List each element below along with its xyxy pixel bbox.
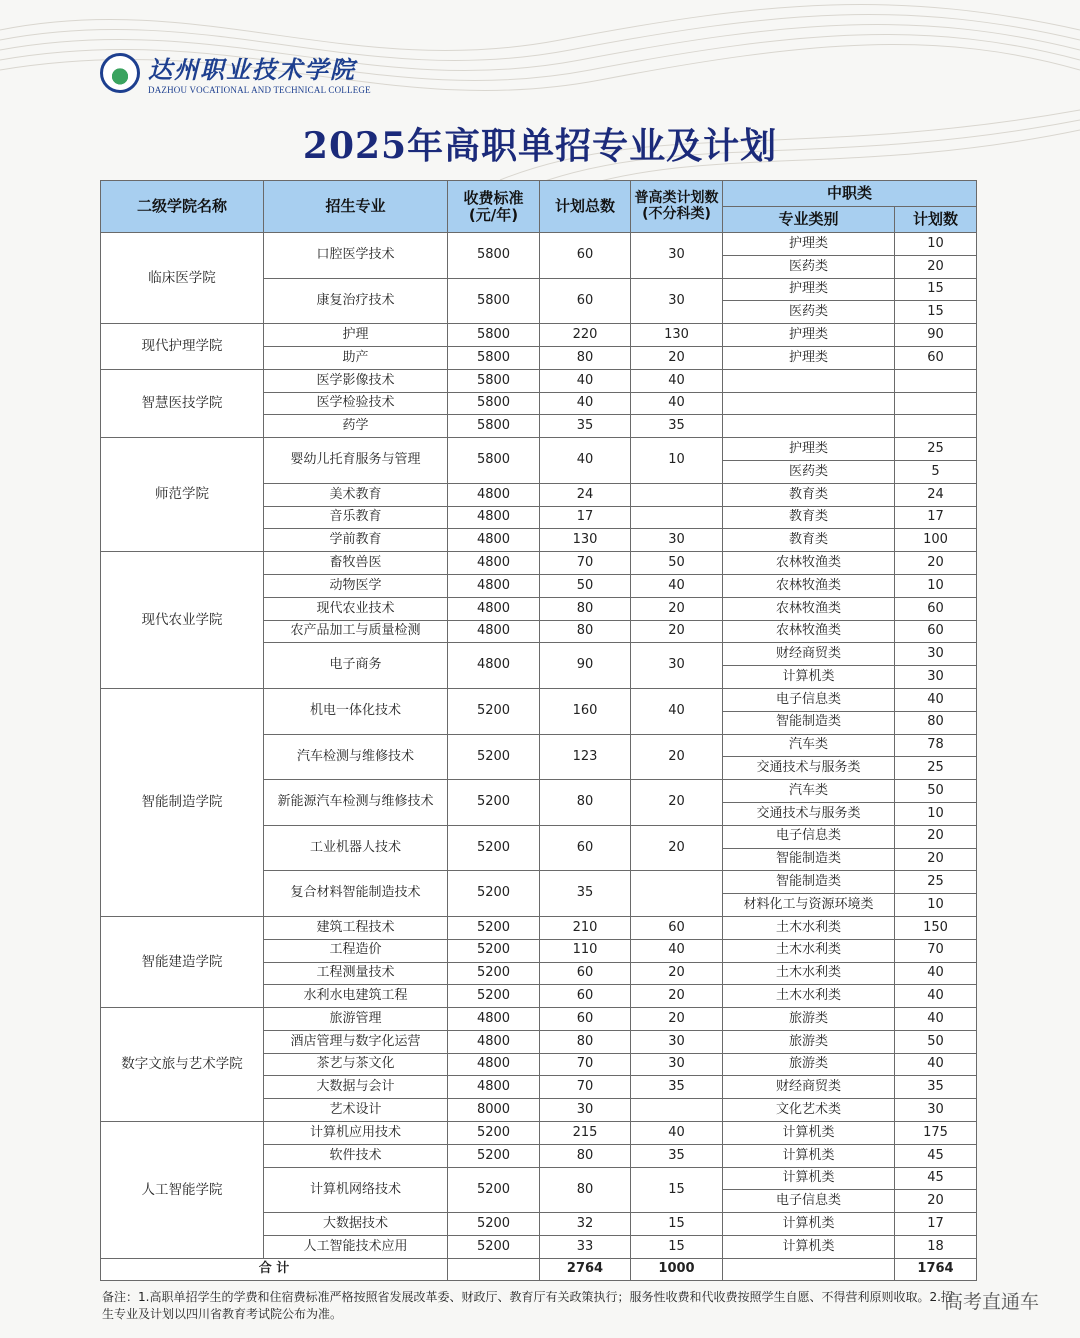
table-row bbox=[101, 1008, 977, 1031]
voc-category: 护理类 bbox=[723, 233, 895, 256]
header-total-plan: 计划总数 bbox=[540, 181, 631, 233]
voc-plan: 60 bbox=[895, 597, 977, 620]
school-logo bbox=[100, 50, 371, 95]
major-fee: 5200 bbox=[448, 1144, 540, 1167]
major-total: 215 bbox=[540, 1122, 631, 1145]
voc-category: 电子信息类 bbox=[723, 1190, 895, 1213]
major-total: 220 bbox=[540, 324, 631, 347]
major-fee: 5200 bbox=[448, 962, 540, 985]
major-fee: 4800 bbox=[448, 1008, 540, 1031]
major-general: 30 bbox=[631, 1030, 723, 1053]
major-fee: 5200 bbox=[448, 734, 540, 780]
major-total: 35 bbox=[540, 415, 631, 438]
major-general: 20 bbox=[631, 597, 723, 620]
major-fee: 4800 bbox=[448, 552, 540, 575]
major-general: 15 bbox=[631, 1213, 723, 1236]
table-row bbox=[101, 324, 977, 347]
header-college: 二级学院名称 bbox=[101, 181, 264, 233]
major-total: 80 bbox=[540, 346, 631, 369]
voc-category: 旅游类 bbox=[723, 1008, 895, 1031]
major-total: 210 bbox=[540, 916, 631, 939]
voc-plan: 40 bbox=[895, 962, 977, 985]
major-total: 80 bbox=[540, 620, 631, 643]
voc-plan: 150 bbox=[895, 916, 977, 939]
major-general bbox=[631, 1099, 723, 1122]
voc-plan: 20 bbox=[895, 1190, 977, 1213]
major-fee: 5800 bbox=[448, 278, 540, 324]
voc-plan: 25 bbox=[895, 438, 977, 461]
major-fee: 4800 bbox=[448, 1053, 540, 1076]
major-fee: 5200 bbox=[448, 871, 540, 917]
voc-category: 计算机类 bbox=[723, 1213, 895, 1236]
major-total: 40 bbox=[540, 438, 631, 484]
voc-plan: 10 bbox=[895, 802, 977, 825]
voc-category: 计算机类 bbox=[723, 1236, 895, 1259]
major-general: 20 bbox=[631, 346, 723, 369]
enrollment-plan-table bbox=[100, 180, 977, 1281]
major-name: 学前教育 bbox=[264, 529, 448, 552]
major-name: 酒店管理与数字化运营 bbox=[264, 1030, 448, 1053]
table-row bbox=[101, 369, 977, 392]
voc-category bbox=[723, 392, 895, 415]
major-name: 康复治疗技术 bbox=[264, 278, 448, 324]
totals-general: 1000 bbox=[631, 1258, 723, 1280]
major-name: 音乐教育 bbox=[264, 506, 448, 529]
voc-plan: 90 bbox=[895, 324, 977, 347]
major-fee: 5200 bbox=[448, 1167, 540, 1213]
major-total: 60 bbox=[540, 233, 631, 279]
voc-plan: 45 bbox=[895, 1144, 977, 1167]
voc-category: 护理类 bbox=[723, 324, 895, 347]
table-row bbox=[101, 552, 977, 575]
major-total: 80 bbox=[540, 780, 631, 826]
voc-plan bbox=[895, 392, 977, 415]
major-name: 大数据与会计 bbox=[264, 1076, 448, 1099]
major-name: 现代农业技术 bbox=[264, 597, 448, 620]
major-general: 130 bbox=[631, 324, 723, 347]
major-fee: 5200 bbox=[448, 780, 540, 826]
voc-plan bbox=[895, 369, 977, 392]
totals-total: 2764 bbox=[540, 1258, 631, 1280]
major-fee: 5200 bbox=[448, 1213, 540, 1236]
major-fee: 5800 bbox=[448, 324, 540, 347]
voc-plan: 45 bbox=[895, 1167, 977, 1190]
voc-category: 材料化工与资源环境类 bbox=[723, 894, 895, 917]
major-name: 农产品加工与质量检测 bbox=[264, 620, 448, 643]
major-general: 30 bbox=[631, 529, 723, 552]
page-title: 2025年高职单招专业及计划 bbox=[302, 125, 778, 167]
major-total: 35 bbox=[540, 871, 631, 917]
major-fee: 4800 bbox=[448, 597, 540, 620]
major-name: 新能源汽车检测与维修技术 bbox=[264, 780, 448, 826]
major-total: 90 bbox=[540, 643, 631, 689]
major-fee: 4800 bbox=[448, 643, 540, 689]
major-general: 35 bbox=[631, 1076, 723, 1099]
major-general: 30 bbox=[631, 1053, 723, 1076]
voc-category: 计算机类 bbox=[723, 1122, 895, 1145]
voc-category: 财经商贸类 bbox=[723, 643, 895, 666]
voc-plan: 70 bbox=[895, 939, 977, 962]
voc-category: 教育类 bbox=[723, 529, 895, 552]
major-general: 40 bbox=[631, 392, 723, 415]
voc-category: 旅游类 bbox=[723, 1053, 895, 1076]
major-total: 70 bbox=[540, 1076, 631, 1099]
major-total: 50 bbox=[540, 574, 631, 597]
voc-plan: 20 bbox=[895, 825, 977, 848]
major-general: 20 bbox=[631, 825, 723, 871]
voc-category: 土木水利类 bbox=[723, 962, 895, 985]
totals-row bbox=[101, 1258, 977, 1280]
voc-plan: 50 bbox=[895, 780, 977, 803]
voc-plan: 30 bbox=[895, 643, 977, 666]
major-general: 35 bbox=[631, 415, 723, 438]
major-name: 计算机网络技术 bbox=[264, 1167, 448, 1213]
voc-plan: 35 bbox=[895, 1076, 977, 1099]
major-general: 60 bbox=[631, 916, 723, 939]
voc-category: 农林牧渔类 bbox=[723, 552, 895, 575]
major-general: 15 bbox=[631, 1167, 723, 1213]
decorative-wave-lines bbox=[0, 0, 1080, 200]
major-general bbox=[631, 871, 723, 917]
major-name: 计算机应用技术 bbox=[264, 1122, 448, 1145]
voc-plan: 17 bbox=[895, 1213, 977, 1236]
college-name: 智能制造学院 bbox=[101, 688, 264, 916]
voc-plan: 10 bbox=[895, 574, 977, 597]
major-general: 30 bbox=[631, 643, 723, 689]
major-total: 80 bbox=[540, 597, 631, 620]
voc-category: 计算机类 bbox=[723, 1167, 895, 1190]
totals-voc: 1764 bbox=[895, 1258, 977, 1280]
footnote: 备注：1.高职单招学生的学费和住宿费标准严格按照省发展改革委、财政厅、教育厅有关政策执行；服务性收费和代收费按照学生自愿、不得营利原则收取。2.招生专业及计划以四川省教育考试院公布为准。 bbox=[102, 1290, 953, 1321]
major-general: 40 bbox=[631, 939, 723, 962]
major-name: 艺术设计 bbox=[264, 1099, 448, 1122]
major-fee: 5200 bbox=[448, 939, 540, 962]
major-total: 70 bbox=[540, 552, 631, 575]
voc-category: 护理类 bbox=[723, 278, 895, 301]
college-name: 智慧医技学院 bbox=[101, 369, 264, 437]
major-total: 70 bbox=[540, 1053, 631, 1076]
major-general: 40 bbox=[631, 369, 723, 392]
major-general: 20 bbox=[631, 962, 723, 985]
major-general: 20 bbox=[631, 620, 723, 643]
major-total: 60 bbox=[540, 278, 631, 324]
major-fee: 5800 bbox=[448, 392, 540, 415]
voc-category: 计算机类 bbox=[723, 1144, 895, 1167]
voc-category: 财经商贸类 bbox=[723, 1076, 895, 1099]
voc-category: 护理类 bbox=[723, 346, 895, 369]
major-total: 80 bbox=[540, 1144, 631, 1167]
major-name: 电子商务 bbox=[264, 643, 448, 689]
header-voc-plan: 计划数 bbox=[895, 207, 977, 233]
voc-category: 智能制造类 bbox=[723, 848, 895, 871]
major-name: 医学影像技术 bbox=[264, 369, 448, 392]
header-general-plan bbox=[631, 181, 723, 233]
header-major: 招生专业 bbox=[264, 181, 448, 233]
major-general: 50 bbox=[631, 552, 723, 575]
major-name: 婴幼儿托育服务与管理 bbox=[264, 438, 448, 484]
major-general: 40 bbox=[631, 688, 723, 734]
major-name: 大数据技术 bbox=[264, 1213, 448, 1236]
major-name: 助产 bbox=[264, 346, 448, 369]
major-name: 建筑工程技术 bbox=[264, 916, 448, 939]
voc-category: 汽车类 bbox=[723, 780, 895, 803]
voc-plan: 15 bbox=[895, 278, 977, 301]
voc-plan: 40 bbox=[895, 688, 977, 711]
voc-category: 教育类 bbox=[723, 506, 895, 529]
major-fee: 5800 bbox=[448, 369, 540, 392]
voc-category: 智能制造类 bbox=[723, 871, 895, 894]
major-fee: 5800 bbox=[448, 415, 540, 438]
major-fee: 4800 bbox=[448, 1030, 540, 1053]
major-general: 15 bbox=[631, 1236, 723, 1259]
major-total: 80 bbox=[540, 1030, 631, 1053]
major-fee: 4800 bbox=[448, 506, 540, 529]
voc-plan: 30 bbox=[895, 666, 977, 689]
major-name: 工程测量技术 bbox=[264, 962, 448, 985]
major-fee: 5200 bbox=[448, 1236, 540, 1259]
voc-plan: 60 bbox=[895, 346, 977, 369]
college-name: 数字文旅与艺术学院 bbox=[101, 1008, 264, 1122]
voc-category: 计算机类 bbox=[723, 666, 895, 689]
major-total: 40 bbox=[540, 392, 631, 415]
voc-plan: 17 bbox=[895, 506, 977, 529]
major-fee: 5200 bbox=[448, 985, 540, 1008]
major-fee: 4800 bbox=[448, 1076, 540, 1099]
totals-label: 合 计 bbox=[101, 1258, 448, 1280]
major-total: 60 bbox=[540, 962, 631, 985]
major-fee: 5800 bbox=[448, 233, 540, 279]
major-general: 30 bbox=[631, 278, 723, 324]
voc-plan: 15 bbox=[895, 301, 977, 324]
table-row bbox=[101, 438, 977, 461]
major-fee: 5800 bbox=[448, 346, 540, 369]
major-name: 工程造价 bbox=[264, 939, 448, 962]
voc-category: 土木水利类 bbox=[723, 916, 895, 939]
watermark: 高考直通车 bbox=[944, 1291, 1040, 1313]
header-fee-line2: (元/年) bbox=[468, 205, 519, 224]
voc-plan: 10 bbox=[895, 894, 977, 917]
voc-plan: 20 bbox=[895, 848, 977, 871]
voc-category: 文化艺术类 bbox=[723, 1099, 895, 1122]
major-fee: 4800 bbox=[448, 620, 540, 643]
major-total: 130 bbox=[540, 529, 631, 552]
voc-category: 交通技术与服务类 bbox=[723, 802, 895, 825]
major-total: 30 bbox=[540, 1099, 631, 1122]
college-name: 人工智能学院 bbox=[101, 1122, 264, 1259]
table-row bbox=[101, 1122, 977, 1145]
school-name-cn: 达州职业技术学院 bbox=[148, 55, 356, 84]
major-name: 茶艺与茶文化 bbox=[264, 1053, 448, 1076]
voc-category: 智能制造类 bbox=[723, 711, 895, 734]
voc-plan: 20 bbox=[895, 552, 977, 575]
major-total: 32 bbox=[540, 1213, 631, 1236]
totals-fee bbox=[448, 1258, 540, 1280]
major-total: 24 bbox=[540, 483, 631, 506]
header-general-line1: 普高类计划数 bbox=[634, 190, 719, 207]
major-name: 药学 bbox=[264, 415, 448, 438]
major-fee: 4800 bbox=[448, 483, 540, 506]
table-row bbox=[101, 916, 977, 939]
major-name: 护理 bbox=[264, 324, 448, 347]
major-total: 40 bbox=[540, 369, 631, 392]
major-general: 10 bbox=[631, 438, 723, 484]
college-name: 智能建造学院 bbox=[101, 916, 264, 1007]
header-fee-line1: 收费标准 bbox=[463, 189, 524, 207]
major-name: 复合材料智能制造技术 bbox=[264, 871, 448, 917]
major-general: 35 bbox=[631, 1144, 723, 1167]
major-general bbox=[631, 506, 723, 529]
voc-category: 医药类 bbox=[723, 460, 895, 483]
major-total: 110 bbox=[540, 939, 631, 962]
voc-plan: 18 bbox=[895, 1236, 977, 1259]
major-fee: 4800 bbox=[448, 574, 540, 597]
voc-category: 农林牧渔类 bbox=[723, 574, 895, 597]
voc-category: 旅游类 bbox=[723, 1030, 895, 1053]
table-row bbox=[101, 688, 977, 711]
voc-category: 电子信息类 bbox=[723, 688, 895, 711]
major-total: 80 bbox=[540, 1167, 631, 1213]
voc-category: 汽车类 bbox=[723, 734, 895, 757]
major-name: 人工智能技术应用 bbox=[264, 1236, 448, 1259]
college-name: 现代护理学院 bbox=[101, 324, 264, 370]
major-name: 口腔医学技术 bbox=[264, 233, 448, 279]
voc-plan: 30 bbox=[895, 1099, 977, 1122]
voc-plan: 40 bbox=[895, 1053, 977, 1076]
header-general-line2: (不分科类) bbox=[642, 205, 711, 222]
voc-plan: 25 bbox=[895, 871, 977, 894]
major-general: 40 bbox=[631, 1122, 723, 1145]
voc-category: 教育类 bbox=[723, 483, 895, 506]
voc-category: 土木水利类 bbox=[723, 985, 895, 1008]
voc-category bbox=[723, 369, 895, 392]
major-total: 60 bbox=[540, 825, 631, 871]
voc-category: 护理类 bbox=[723, 438, 895, 461]
major-fee: 5200 bbox=[448, 1122, 540, 1145]
voc-plan: 100 bbox=[895, 529, 977, 552]
major-fee: 5200 bbox=[448, 916, 540, 939]
header-voc-category: 专业类别 bbox=[723, 207, 895, 233]
college-name: 师范学院 bbox=[101, 438, 264, 552]
major-general: 30 bbox=[631, 233, 723, 279]
major-general: 20 bbox=[631, 985, 723, 1008]
voc-plan: 78 bbox=[895, 734, 977, 757]
voc-plan: 10 bbox=[895, 233, 977, 256]
major-name: 旅游管理 bbox=[264, 1008, 448, 1031]
voc-category: 农林牧渔类 bbox=[723, 597, 895, 620]
voc-category: 农林牧渔类 bbox=[723, 620, 895, 643]
header-fee bbox=[448, 181, 540, 233]
major-total: 160 bbox=[540, 688, 631, 734]
major-name: 汽车检测与维修技术 bbox=[264, 734, 448, 780]
voc-plan: 40 bbox=[895, 985, 977, 1008]
voc-plan: 60 bbox=[895, 620, 977, 643]
major-fee: 8000 bbox=[448, 1099, 540, 1122]
voc-plan: 40 bbox=[895, 1008, 977, 1031]
voc-plan bbox=[895, 415, 977, 438]
major-name: 医学检验技术 bbox=[264, 392, 448, 415]
voc-plan: 20 bbox=[895, 255, 977, 278]
major-total: 123 bbox=[540, 734, 631, 780]
voc-plan: 50 bbox=[895, 1030, 977, 1053]
voc-plan: 5 bbox=[895, 460, 977, 483]
major-total: 60 bbox=[540, 985, 631, 1008]
major-name: 工业机器人技术 bbox=[264, 825, 448, 871]
major-total: 60 bbox=[540, 1008, 631, 1031]
major-name: 美术教育 bbox=[264, 483, 448, 506]
school-name-en: DAZHOU VOCATIONAL AND TECHNICAL COLLEGE bbox=[148, 85, 371, 95]
major-name: 畜牧兽医 bbox=[264, 552, 448, 575]
totals-voc-category bbox=[723, 1258, 895, 1280]
voc-category: 电子信息类 bbox=[723, 825, 895, 848]
voc-plan: 25 bbox=[895, 757, 977, 780]
voc-category: 土木水利类 bbox=[723, 939, 895, 962]
voc-plan: 24 bbox=[895, 483, 977, 506]
major-general: 20 bbox=[631, 734, 723, 780]
major-fee: 5200 bbox=[448, 688, 540, 734]
major-fee: 5800 bbox=[448, 438, 540, 484]
major-name: 动物医学 bbox=[264, 574, 448, 597]
major-general bbox=[631, 483, 723, 506]
voc-category: 医药类 bbox=[723, 301, 895, 324]
voc-plan: 80 bbox=[895, 711, 977, 734]
major-name: 软件技术 bbox=[264, 1144, 448, 1167]
college-name: 现代农业学院 bbox=[101, 552, 264, 689]
voc-category: 交通技术与服务类 bbox=[723, 757, 895, 780]
major-general: 20 bbox=[631, 1008, 723, 1031]
major-name: 水利水电建筑工程 bbox=[264, 985, 448, 1008]
major-fee: 5200 bbox=[448, 825, 540, 871]
school-emblem-icon bbox=[100, 53, 140, 93]
table-row bbox=[101, 233, 977, 256]
major-general: 20 bbox=[631, 780, 723, 826]
major-total: 33 bbox=[540, 1236, 631, 1259]
voc-category: 医药类 bbox=[723, 255, 895, 278]
header-vocational: 中职类 bbox=[723, 181, 977, 207]
major-total: 17 bbox=[540, 506, 631, 529]
major-fee: 4800 bbox=[448, 529, 540, 552]
major-general: 40 bbox=[631, 574, 723, 597]
major-name: 机电一体化技术 bbox=[264, 688, 448, 734]
voc-category bbox=[723, 415, 895, 438]
college-name: 临床医学院 bbox=[101, 233, 264, 324]
voc-plan: 175 bbox=[895, 1122, 977, 1145]
